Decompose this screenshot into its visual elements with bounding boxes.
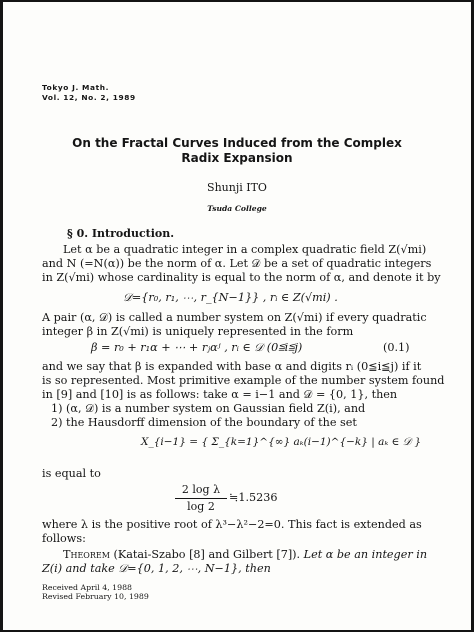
paper-page [3, 2, 471, 630]
fraction-denominator: log 2 [187, 500, 215, 513]
theorem-line-1 [63, 548, 427, 561]
equation-0-1-number: (0.1) [383, 341, 410, 354]
paragraph-1-line-3: in Z(√mi) whose cardinality is equal to the norm of α, and denote it by [42, 271, 441, 284]
list-item-1: 1) (α, 𝒟) is a number system on Gaussian field Z(i), and [51, 402, 366, 415]
affiliation: Tsuda College [207, 204, 267, 213]
equation-set-X: X_{i−1} = { Σ_{k=1}^{∞} aₖ(i−1)^{−k} | aₖ ∈ 𝒟 } [141, 436, 422, 448]
paragraph-1-line-1: Let α be a quadratic integer in a complex quadratic field Z(√mi) [63, 243, 427, 256]
fraction-bar [175, 498, 227, 499]
is-equal-to-text: is equal to [42, 467, 101, 480]
where-line-1: where λ is the positive root of λ³−λ²−2=0. This fact is extended as [42, 518, 422, 531]
theorem-line-2: Z(i) and take 𝒟={0, 1, 2, ⋯, N−1}, then [42, 562, 271, 575]
paragraph-3-line-3: in [9] and [10] is as follows: take α = i−1 and 𝒟 = {0, 1}, then [42, 388, 398, 401]
theorem-label: Theorem [63, 548, 110, 561]
paragraph-2-line-1: A pair (α, 𝒟) is called a number system on Z(√mi) if every quadratic [42, 311, 427, 324]
received-date: Received April 4, 1988 [42, 583, 133, 592]
title-line-2: Radix Expansion [181, 151, 293, 165]
list-item-2: 2) the Hausdorff dimension of the boundary of the set [51, 416, 357, 429]
where-line-2: follows: [42, 532, 86, 545]
equation-0-1: β = r₀ + r₁α + ⋯ + rⱼαʲ , rᵢ ∈ 𝒟 (0≦i≦j) [91, 341, 303, 354]
paragraph-3-line-1: and we say that β is expanded with base α and digits rᵢ (0≦i≦j) if it [42, 360, 422, 373]
section-heading: § 0. Introduction. [67, 227, 175, 240]
theorem-attribution: (Katai-Szabo [8] and Gilbert [7]). [113, 548, 301, 561]
paragraph-3-line-2: is so represented. Most primitive example of the number system found [42, 374, 445, 387]
author-name: Shunji ITO [207, 181, 267, 194]
journal-volume: Vol. 12, No. 2, 1989 [42, 93, 136, 102]
title-line-1: On the Fractal Curves Induced from the Complex [72, 136, 402, 150]
paragraph-1-line-2: and N (=N(α)) be the norm of α. Let 𝒟 be a set of quadratic integers [42, 257, 432, 270]
theorem-statement-start: Let α be an integer in [303, 548, 428, 561]
equation-digit-set: 𝒟={r₀, r₁, ⋯, r_{N−1}} , rᵢ ∈ Z(√mi) . [123, 291, 338, 304]
fraction-numerator: 2 log λ [181, 483, 221, 496]
paragraph-2-line-2: integer β in Z(√mi) is uniquely represented in the form [42, 325, 354, 338]
journal-name: Tokyo J. Math. [42, 83, 109, 92]
fraction-value: ≒1.5236 [229, 491, 278, 504]
revised-date: Revised February 10, 1989 [42, 592, 149, 601]
